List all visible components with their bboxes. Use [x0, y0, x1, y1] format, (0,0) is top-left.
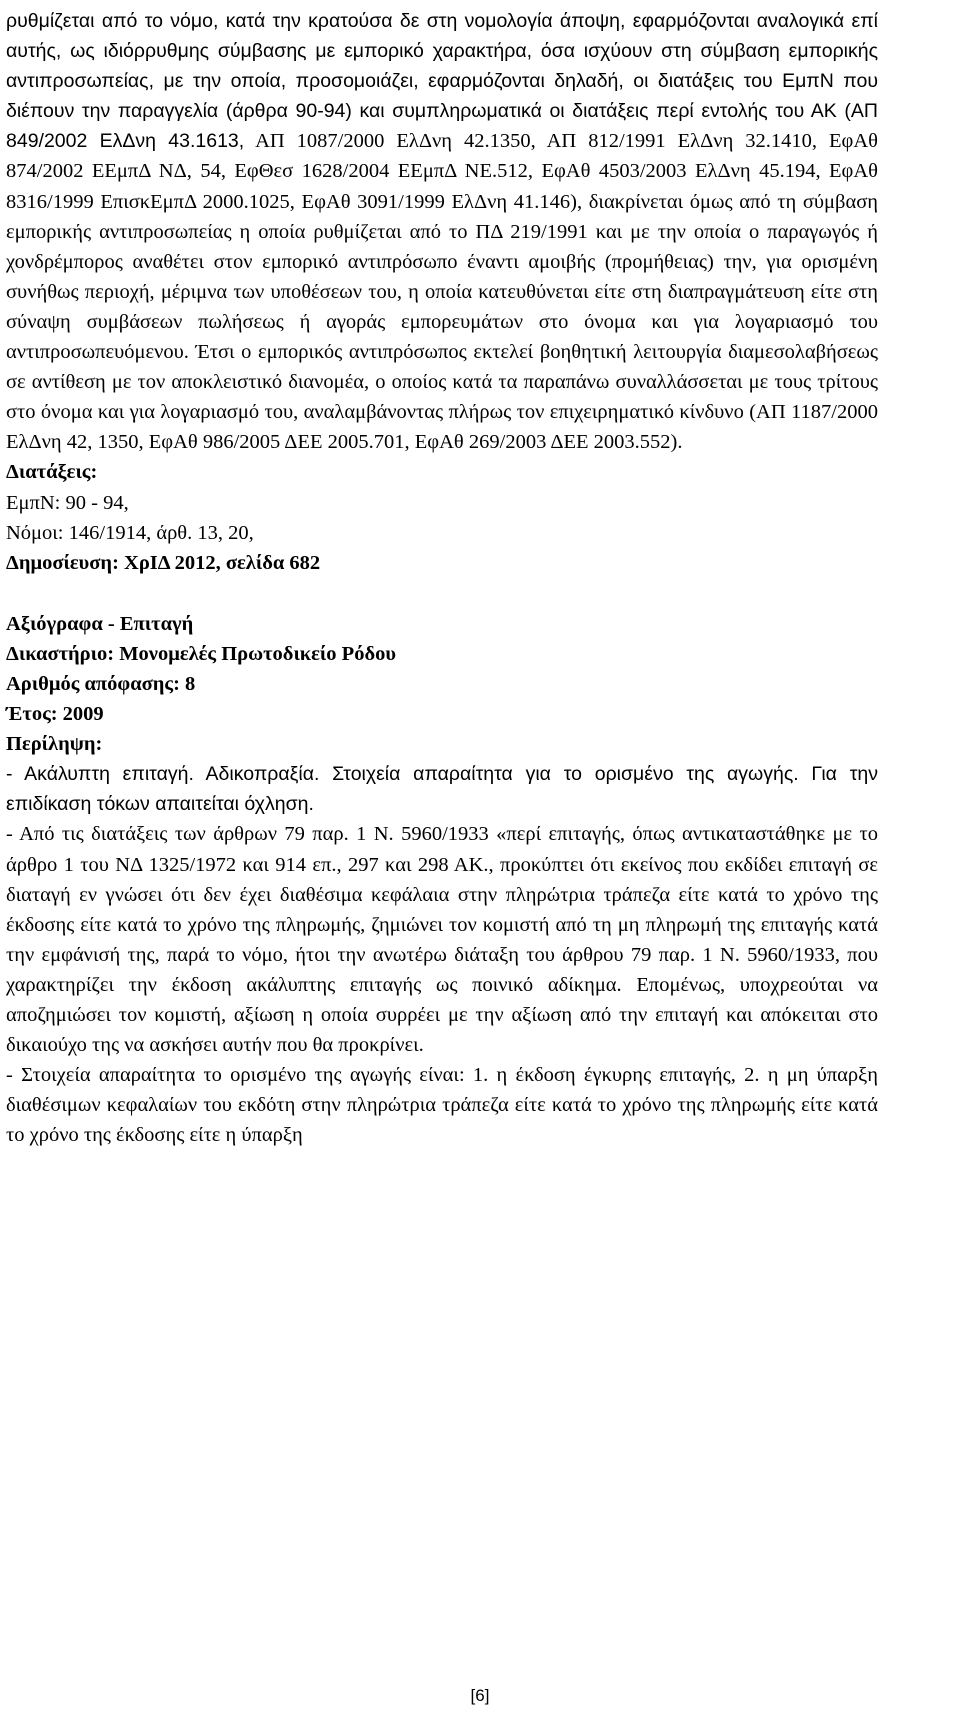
intro-paragraph-sans-part: ρυθμίζεται από το νόμο, κατά την κρατούσα δε στη νομολογία άποψη, εφαρμόζονται αναλογικά επί αυτής, ως ιδιόρρυθμης σύμβασης με εμπορικό χαρακτήρα, όσα ισχύουν στη σύμβαση εμπορικής αντιπροσωπείας, με την οποία, προσομοιάζει, εφαρμόζονται δηλαδή, οι διατάξεις του ΕμπΝ που διέπουν την παραγγελία (άρθρα 90-94) και συμπληρωματικά οι διατάξεις περί εντολής του ΑΚ (ΑΠ 849/2002 ΕλΔνη 43.1613, [6, 10, 878, 153]
summary-paragraph-2: - Από τις διατάξεις των άρθρων 79 παρ. 1 Ν. 5960/1933 «περί επιταγής, όπως αντικαταστάθηκε με το άρθρο 1 του ΝΔ 1325/1972 και 914 επ., 297 και 298 ΑΚ., προκύπτει ότι εκείνος που εκδίδει επιταγή σε διαταγή εν γνώσει ότι δεν έχει διαθέσιμα κεφάλαια στην πληρώτρια τράπεζα είτε κατά το χρόνο της έκδοσης είτε κατά το χρόνο της πληρωμής, ζημιώνει τον κομιστή από τη μη πληρωμή της επιταγής κατά την εμφάνισή της, παρά το νόμο, ήτοι την ανωτέρω διάταξη του άρθρου 79 παρ. 1 Ν. 5960/1933, που χαρακτηρίζει την έκδοση ακάλυπτης επιταγής ως ποινικό αδίκημα. Επομένως, υποχρεούται να αποζημιώσει τον κομιστή, αξίωση η οποία συρρέει με την αξίωση από την επιταγή και απόκειται στο δικαιούχο της να ασκήσει αυτήν που θα προκρίνει. [6, 823, 878, 1057]
summary-heading: Περίληψη: [6, 733, 103, 756]
case-title: Αξιόγραφα - Επιταγή [6, 612, 194, 635]
document-page [6, 6, 878, 1150]
summary-paragraph-1: - Ακάλυπτη επιταγή. Αδικοπραξία. Στοιχεία απαραίτητα για το ορισμένο της αγωγής. Για την επιδίκαση τόκων απαιτείται όχληση. [6, 763, 878, 816]
provisions-heading: Διατάξεις: [6, 461, 98, 484]
publication-line: Δημοσίευση: ΧρΙΔ 2012, σελίδα 682 [6, 551, 321, 574]
provisions-commercial-code: ΕμπΝ: 90 - 94, [6, 491, 129, 514]
decision-number: Αριθμός απόφασης: 8 [6, 672, 196, 695]
intro-paragraph-serif-part: ΑΠ 1087/2000 ΕλΔνη 42.1350, ΑΠ 812/1991 ΕλΔνη 32.1410, ΕφΑθ 874/2002 ΕΕμπΔ ΝΔ, 54, ΕφΘεσ 1628/2004 ΕΕμπΔ ΝΕ.512, ΕφΑθ 4503/2003 ΕλΔνη 45.194, ΕφΑθ 8316/1999 ΕπισκΕμπΔ 2000.1025, ΕφΑθ 3091/1999 ΕλΔνη 41.146), διακρίνεται όμως από τη σύμβαση εμπορικής αντιπροσωπείας η οποία ρυθμίζεται από το ΠΔ 219/1991 και με την οποία ο παραγωγός ή χονδρέμπορος αναθέτει στον εμπορικό αντιπρόσωπο έναντι αμοιβής (προμήθειας) την, για ορισμένη συνήθως περιοχή, μέριμνα των υποθέσεων του, η οποία κατευθύνεται είτε στη διαπραγμάτευση είτε στη σύναψη συμβάσεων πωλήσεως ή αγοράς εμπορευμάτων στο όνομα και για λογαριασμό του αντιπροσωπευόμενου. Έτσι ο εμπορικός αντιπρόσωπος εκτελεί βοηθητική λειτουργία διαμεσολαβήσεως σε αντίθεση με τον αποκλειστικό διανομέα, ο οποίος κατά τα παραπάνω συναλλάσσεται με τους τρίτους στο όνομα και για λογαριασμό του, αναλαμβάνοντας πλήρως τον επιχειρηματικό κίνδυνο (ΑΠ 1187/2000 ΕλΔνη 42, 1350, ΕφΑθ 986/2005 ΔΕΕ 2005.701, ΕφΑθ 269/2003 ΔΕΕ 2003.552). [6, 130, 879, 454]
year-line: Έτος: 2009 [6, 703, 104, 726]
court-line: Δικαστήριο: Μονομελές Πρωτοδικείο Ρόδου [6, 642, 396, 665]
intro-paragraph [6, 6, 878, 457]
provisions-laws: Νόμοι: 146/1914, άρθ. 13, 20, [6, 521, 254, 544]
summary-paragraph-3: - Στοιχεία απαραίτητα το ορισμένο της αγωγής είναι: 1. η έκδοση έγκυρης επιταγής, 2. η μη ύπαρξη διαθέσιμων κεφαλαίων του εκδότη στην πληρώτρια τράπεζα είτε κατά το χρόνο της πληρωμής είτε κατά το χρόνο της έκδοσης είτε η ύπαρξη [6, 1064, 878, 1147]
section-gap [6, 578, 878, 609]
page-number: [6] [470, 1686, 490, 1705]
